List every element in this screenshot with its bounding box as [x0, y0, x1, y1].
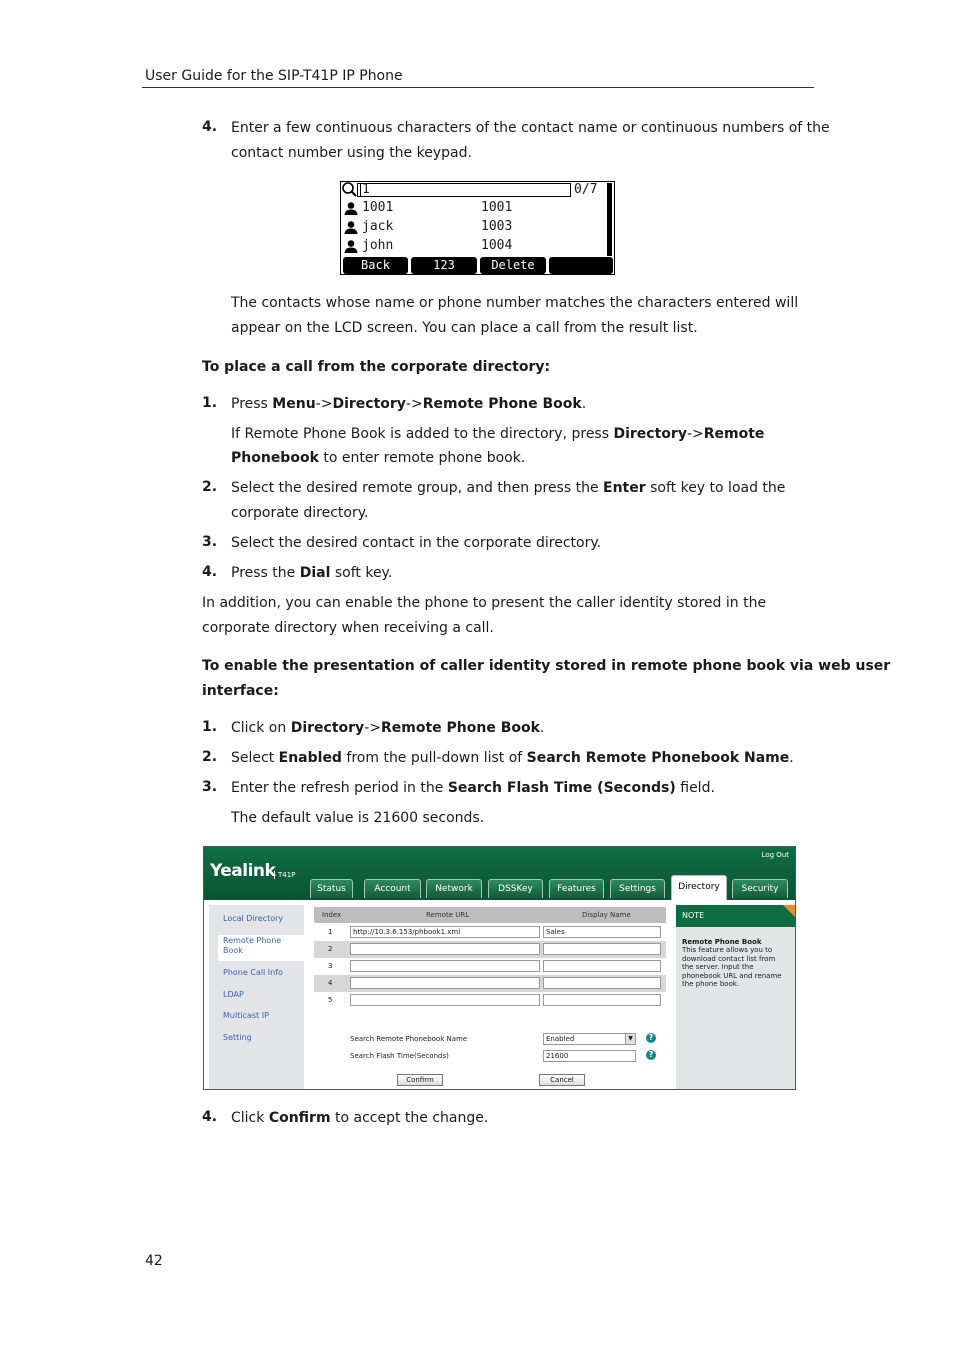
step-text: Press Menu->Directory->Remote Phone Book.: [231, 396, 587, 412]
contact-icon: [344, 240, 358, 253]
display-name-input[interactable]: [543, 977, 661, 989]
help-icon[interactable]: ?: [646, 1050, 656, 1060]
step-text: Click Confirm to accept the change.: [231, 1110, 489, 1126]
tab-directory[interactable]: Directory: [671, 875, 727, 900]
paragraph: In addition, you can enable the phone to present the caller identity stored in the: [202, 595, 767, 611]
yealink-logo: Yealink: [210, 861, 276, 881]
table-row: [314, 924, 666, 941]
lcd-contact-row: [344, 199, 604, 217]
step-text: Select Enabled from the pull-down list of Search Remote Phonebook Name.: [231, 750, 794, 766]
page-number: 42: [145, 1253, 163, 1269]
step-number: 2.: [202, 749, 218, 765]
lcd-contact-number: 1004: [481, 238, 513, 253]
search-name-select[interactable]: [543, 1033, 636, 1045]
tab-features[interactable]: Features: [549, 879, 604, 898]
table-row: [314, 958, 666, 975]
softkey-123[interactable]: 123: [411, 257, 477, 274]
column-index: Index: [322, 911, 342, 919]
phone-lcd-screen: [340, 181, 615, 275]
step-number: 1.: [202, 719, 218, 735]
display-name-input[interactable]: Sales: [543, 926, 661, 938]
lcd-contact-row: [344, 218, 604, 236]
column-remote-url: Remote URL: [426, 911, 470, 919]
remote-url-input[interactable]: [350, 960, 540, 972]
column-display-name: Display Name: [582, 911, 631, 919]
procedure-heading: interface:: [202, 683, 279, 699]
help-icon[interactable]: ?: [646, 1033, 656, 1043]
table-header: [314, 907, 666, 923]
chevron-down-icon[interactable]: ▼: [625, 1034, 635, 1044]
step-note: The default value is 21600 seconds.: [231, 810, 485, 826]
step-text: contact number using the keypad.: [231, 145, 472, 161]
lcd-contact-row: [344, 237, 604, 255]
running-header: User Guide for the SIP-T41P IP Phone: [145, 68, 403, 84]
step-note: Phonebook to enter remote phone book.: [231, 450, 526, 466]
model-label: T41P: [274, 871, 295, 879]
lcd-softkey-bar: [341, 257, 614, 274]
remote-url-input[interactable]: [350, 977, 540, 989]
step-text: Press the Dial soft key.: [231, 565, 393, 581]
sidebar-item-multicast-ip[interactable]: Multicast IP: [223, 1011, 269, 1020]
step-number: 1.: [202, 395, 218, 411]
step-text: corporate directory.: [231, 505, 369, 521]
note-panel: [676, 905, 795, 1089]
lcd-scrollbar: [607, 183, 612, 256]
confirm-button[interactable]: Confirm: [397, 1074, 443, 1086]
tab-dsskey[interactable]: DSSKey: [488, 879, 543, 898]
note-heading: NOTE: [676, 905, 795, 927]
flash-time-input[interactable]: 21600: [543, 1050, 636, 1062]
tab-security[interactable]: Security: [732, 879, 788, 898]
lcd-result-counter: 0/7: [574, 182, 598, 197]
paragraph: The contacts whose name or phone number matches the characters entered will: [231, 295, 799, 311]
display-name-input[interactable]: [543, 960, 661, 972]
step-note: If Remote Phone Book is added to the directory, press Directory->Remote: [231, 426, 765, 442]
softkey-back[interactable]: Back: [343, 257, 408, 274]
contact-icon: [344, 202, 358, 215]
note-body: This feature allows you to download contact list from the server. Input the phonebook URL and rename the phone book.: [682, 946, 782, 989]
row-index: 1: [328, 928, 333, 936]
step-number: 4.: [202, 564, 218, 580]
softkey-empty[interactable]: [549, 257, 613, 274]
header-rule: [142, 87, 814, 88]
web-topbar: [204, 847, 795, 900]
procedure-heading: To enable the presentation of caller identity stored in remote phone book via web user: [202, 658, 891, 674]
row-index: 4: [328, 979, 333, 987]
flash-time-label: Search Flash Time(Seconds): [350, 1052, 449, 1060]
remote-url-input[interactable]: [350, 943, 540, 955]
remote-phonebook-form: [307, 905, 674, 1089]
cancel-button[interactable]: Cancel: [539, 1074, 585, 1086]
contact-icon: [344, 221, 358, 234]
step-text: Select the desired remote group, and then press the Enter soft key to load the: [231, 480, 786, 496]
table-row: [314, 975, 666, 992]
tab-status[interactable]: Status: [310, 879, 353, 898]
lcd-contact-name: 1001: [362, 200, 394, 215]
sidebar-item-setting[interactable]: Setting: [223, 1033, 252, 1042]
note-corner-decoration: [783, 905, 795, 917]
remote-url-input[interactable]: http://10.3.6.153/phbook1.xml: [350, 926, 540, 938]
step-text: Enter the refresh period in the Search Flash Time (Seconds) field.: [231, 780, 715, 796]
table-row: [314, 941, 666, 958]
sidebar-item-remote-phone-book[interactable]: Remote Phone Book: [223, 936, 282, 955]
softkey-delete[interactable]: Delete: [480, 257, 546, 274]
lcd-contact-number: 1001: [481, 200, 513, 215]
row-index: 2: [328, 945, 333, 953]
display-name-input[interactable]: [543, 994, 661, 1006]
search-icon: [342, 182, 358, 199]
step-text: Select the desired contact in the corporate directory.: [231, 535, 602, 551]
tab-account[interactable]: Account: [364, 879, 421, 898]
tab-settings[interactable]: Settings: [610, 879, 665, 898]
step-number: 4.: [202, 1109, 218, 1125]
row-index: 5: [328, 996, 333, 1004]
display-name-input[interactable]: [543, 943, 661, 955]
step-number: 4.: [202, 119, 218, 135]
lcd-search-field: [357, 183, 571, 197]
step-number: 2.: [202, 479, 218, 495]
sidebar-item-local-directory[interactable]: Local Directory: [223, 914, 284, 923]
search-name-label: Search Remote Phonebook Name: [350, 1035, 468, 1043]
step-number: 3.: [202, 779, 218, 795]
lcd-search-query: 1: [362, 182, 370, 197]
lcd-contact-number: 1003: [481, 219, 513, 234]
search-name-value: Enabled: [546, 1035, 575, 1043]
step-text: Enter a few continuous characters of the contact name or continuous numbers of the: [231, 120, 830, 136]
note-title: Remote Phone Book: [682, 938, 762, 946]
tab-network[interactable]: Network: [426, 879, 482, 898]
procedure-heading: To place a call from the corporate directory:: [202, 359, 551, 375]
sidebar-item-phone-call-info[interactable]: Phone Call Info: [223, 968, 283, 977]
paragraph: corporate directory when receiving a call.: [202, 620, 494, 636]
paragraph: appear on the LCD screen. You can place a call from the result list.: [231, 320, 698, 336]
row-index: 3: [328, 962, 333, 970]
lcd-contact-name: jack: [362, 219, 394, 234]
step-text: Click on Directory->Remote Phone Book.: [231, 720, 545, 736]
remote-url-input[interactable]: [350, 994, 540, 1006]
logout-link[interactable]: Log Out: [761, 851, 789, 859]
lcd-contact-name: john: [362, 238, 394, 253]
web-ui-screenshot: [203, 846, 796, 1090]
directory-sidebar: [209, 905, 304, 1089]
table-row: [314, 992, 666, 1009]
step-number: 3.: [202, 534, 218, 550]
sidebar-item-ldap[interactable]: LDAP: [223, 990, 244, 999]
